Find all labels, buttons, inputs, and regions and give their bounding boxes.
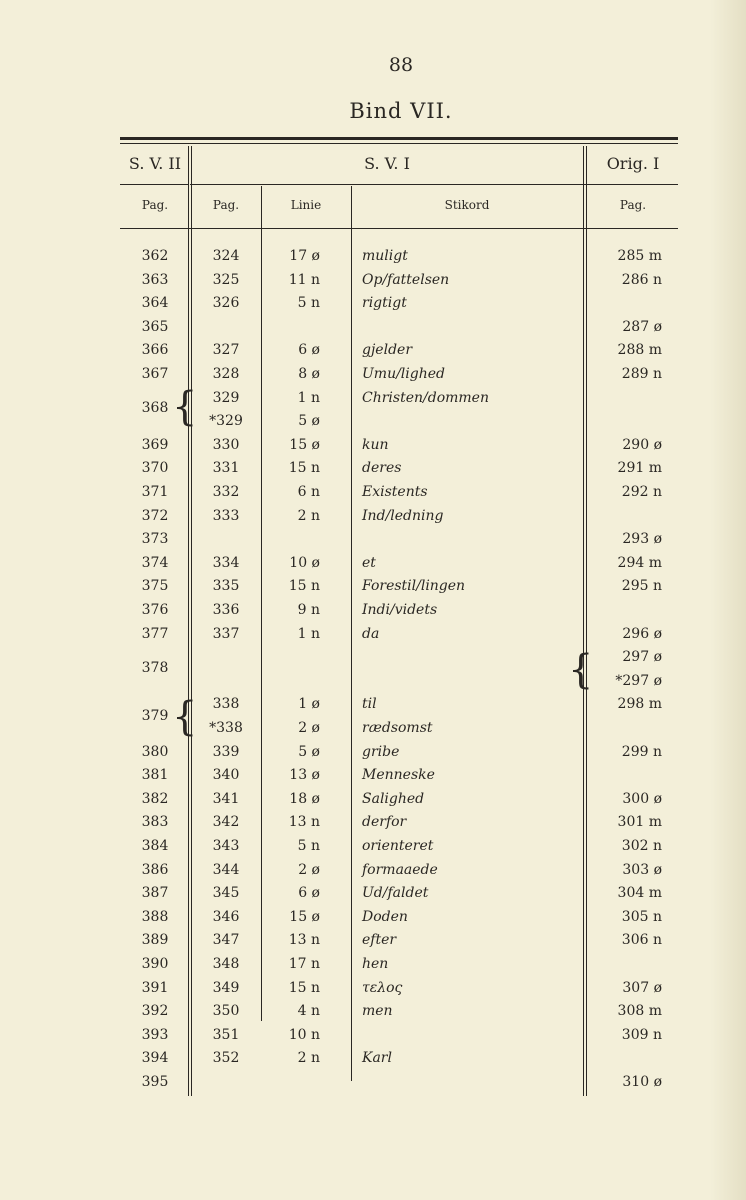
header-pag-i: Pag. <box>212 198 240 212</box>
header-linie: Linie <box>290 198 322 212</box>
table-row <box>0 458 746 478</box>
cell-sv1-pag: 325 <box>212 272 240 288</box>
cell-linie: 5 ø <box>298 413 320 429</box>
cell-sv2-pag: 391 <box>141 980 169 996</box>
page-number: 88 <box>388 54 414 76</box>
cell-stikord: et <box>362 555 376 571</box>
table-row <box>0 789 746 809</box>
cell-sv2-pag: 388 <box>141 909 169 925</box>
cell-sv1-pag: 338 <box>212 696 240 712</box>
table-row <box>0 506 746 526</box>
cell-stikord: muligt <box>362 248 408 264</box>
merged-row-378: 378 <box>141 660 169 676</box>
cell-sv2-pag: 375 <box>141 578 169 594</box>
cell-sv1-pag: 336 <box>212 602 240 618</box>
cell-stikord: efter <box>362 932 397 948</box>
header-orig: Orig. I <box>606 154 660 173</box>
cell-linie: 10 n <box>288 1027 320 1043</box>
cell-linie: 13 n <box>288 814 320 830</box>
table-row <box>0 293 746 313</box>
cell-sv2-pag: 383 <box>141 814 169 830</box>
cell-sv1-pag: 345 <box>212 885 240 901</box>
cell-orig-pag: 301 m <box>617 814 662 830</box>
brace-378: { <box>568 647 594 693</box>
cell-orig-pag: 300 ø <box>622 791 662 807</box>
cell-sv1-pag: 333 <box>212 508 240 524</box>
cell-orig-pag: 296 ø <box>622 626 662 642</box>
cell-sv1-pag: 341 <box>212 791 240 807</box>
cell-linie: 13 n <box>288 932 320 948</box>
table-row <box>0 246 746 266</box>
cell-linie: 2 ø <box>298 720 320 736</box>
cell-sv1-pag: 329 <box>212 390 240 406</box>
cell-sv2-pag: 365 <box>141 319 169 335</box>
cell-sv2-pag: 380 <box>141 744 169 760</box>
cell-orig-pag: 310 ø <box>622 1074 662 1090</box>
column-header-rule <box>120 228 678 229</box>
cell-stikord: til <box>362 696 377 712</box>
cell-sv2-pag: 362 <box>141 248 169 264</box>
cell-stikord: Ind/ledning <box>362 508 444 524</box>
cell-sv1-pag: 326 <box>212 295 240 311</box>
cell-sv1-pag: 340 <box>212 767 240 783</box>
cell-orig-pag: 294 m <box>617 555 662 571</box>
cell-linie: 2 n <box>297 1050 320 1066</box>
table-row <box>0 340 746 360</box>
table-row <box>0 411 746 431</box>
table-row <box>0 1072 746 1092</box>
cell-orig-pag: 305 n <box>621 909 662 925</box>
cell-orig-pag: 298 m <box>617 696 662 712</box>
cell-stikord: formaaede <box>362 862 438 878</box>
table-row <box>0 1025 746 1045</box>
cell-sv1-pag: 328 <box>212 366 240 382</box>
cell-sv1-pag: 331 <box>212 460 240 476</box>
cell-stikord: Forestil/lingen <box>362 578 466 594</box>
table-row <box>0 883 746 903</box>
cell-orig-pag: 285 m <box>617 248 662 264</box>
cell-sv1-pag: 350 <box>212 1003 240 1019</box>
cell-stikord: Ud/faldet <box>362 885 429 901</box>
cell-sv2-pag: 393 <box>141 1027 169 1043</box>
table-row <box>0 718 746 738</box>
table-row <box>0 1048 746 1068</box>
header-pag-orig: Pag. <box>619 198 647 212</box>
cell-linie: 18 ø <box>289 791 320 807</box>
cell-orig-pag: 293 ø <box>622 531 662 547</box>
table-row <box>0 317 746 337</box>
cell-sv2-pag: 386 <box>141 862 169 878</box>
cell-sv2-pag: 376 <box>141 602 169 618</box>
volume-title: Bind VII. <box>349 99 453 123</box>
cell-linie: 5 n <box>297 838 320 854</box>
cell-orig-pag: 308 m <box>617 1003 662 1019</box>
cell-orig-pag: 288 m <box>617 342 662 358</box>
cell-linie: 4 n <box>297 1003 320 1019</box>
cell-stikord: orienteret <box>362 838 434 854</box>
cell-stikord: hen <box>362 956 389 972</box>
brace-379: { <box>172 694 198 740</box>
table-row <box>0 930 746 950</box>
cell-stikord: Existents <box>362 484 428 500</box>
cell-sv2-pag: 373 <box>141 531 169 547</box>
cell-stikord: Op/fattelsen <box>362 272 450 288</box>
cell-sv1-pag: 335 <box>212 578 240 594</box>
cell-orig-pag: 286 n <box>621 272 662 288</box>
cell-sv1-pag: 327 <box>212 342 240 358</box>
cell-stikord: Doden <box>362 909 408 925</box>
cell-sv2-pag: 377 <box>141 626 169 642</box>
cell-sv2-pag: 394 <box>141 1050 169 1066</box>
cell-linie: 15 n <box>288 578 320 594</box>
cell-sv1-pag: 332 <box>212 484 240 500</box>
cell-stikord: Salighed <box>362 791 425 807</box>
cell-sv1-pag: 351 <box>212 1027 240 1043</box>
cell-orig-pag: *297 ø <box>615 673 662 689</box>
cell-stikord: kun <box>362 437 389 453</box>
cell-stikord: da <box>362 626 380 642</box>
header-sv1: S. V. I <box>364 154 410 173</box>
group-header-rule <box>190 184 678 185</box>
cell-linie: 15 n <box>288 980 320 996</box>
cell-stikord: rigtigt <box>362 295 407 311</box>
cell-sv2-pag: 382 <box>141 791 169 807</box>
cell-sv2-pag: 367 <box>141 366 169 382</box>
cell-sv1-pag: 342 <box>212 814 240 830</box>
cell-sv1-pag: 346 <box>212 909 240 925</box>
table-row <box>0 435 746 455</box>
cell-sv2-pag: 372 <box>141 508 169 524</box>
cell-stikord: Indi/videts <box>362 602 438 618</box>
cell-sv1-pag: 330 <box>212 437 240 453</box>
cell-stikord: Christen/dommen <box>362 390 489 406</box>
cell-sv1-pag: *338 <box>209 720 243 736</box>
table-row <box>0 364 746 384</box>
cell-sv2-pag: 392 <box>141 1003 169 1019</box>
merged-row-368: 368 <box>141 400 169 416</box>
cell-linie: 15 ø <box>289 437 320 453</box>
table-row <box>0 742 746 762</box>
cell-stikord: Menneske <box>362 767 435 783</box>
cell-sv1-pag: 344 <box>212 862 240 878</box>
cell-orig-pag: 291 m <box>617 460 662 476</box>
table-row <box>0 765 746 785</box>
cell-stikord: τελος <box>362 980 403 996</box>
cell-sv2-pag: 389 <box>141 932 169 948</box>
cell-sv1-pag: 334 <box>212 555 240 571</box>
cell-sv1-pag: 339 <box>212 744 240 760</box>
table-row <box>0 978 746 998</box>
cell-stikord: derfor <box>362 814 407 830</box>
cell-orig-pag: 306 n <box>621 932 662 948</box>
top-rule-thin <box>120 143 678 144</box>
header-sv2: S. V. II <box>128 154 182 173</box>
brace-368: { <box>172 384 198 430</box>
cell-linie: 15 n <box>288 460 320 476</box>
cell-sv2-pag: 366 <box>141 342 169 358</box>
cell-linie: 2 n <box>297 508 320 524</box>
cell-orig-pag: 287 ø <box>622 319 662 335</box>
header-stikord: Stikord <box>444 198 490 212</box>
table-row <box>0 907 746 927</box>
cell-linie: 6 ø <box>298 342 320 358</box>
cell-orig-pag: 297 ø <box>622 649 662 665</box>
table-row <box>0 836 746 856</box>
cell-orig-pag: 302 n <box>621 838 662 854</box>
table-row <box>0 553 746 573</box>
table-row <box>0 860 746 880</box>
table-row <box>0 388 746 408</box>
cell-sv2-pag: 381 <box>141 767 169 783</box>
cell-linie: 5 n <box>297 295 320 311</box>
cell-linie: 1 ø <box>298 696 320 712</box>
cell-linie: 13 ø <box>289 767 320 783</box>
cell-sv2-pag: 387 <box>141 885 169 901</box>
cell-sv2-pag: 374 <box>141 555 169 571</box>
cell-linie: 2 ø <box>298 862 320 878</box>
table-row <box>0 954 746 974</box>
cell-sv1-pag: 349 <box>212 980 240 996</box>
cell-linie: 6 ø <box>298 885 320 901</box>
cell-linie: 9 n <box>297 602 320 618</box>
cell-sv2-pag: 384 <box>141 838 169 854</box>
cell-linie: 1 n <box>297 626 320 642</box>
cell-linie: 1 n <box>297 390 320 406</box>
table-row <box>0 671 746 691</box>
table-row <box>0 647 746 667</box>
cell-linie: 17 ø <box>289 248 320 264</box>
table-row <box>0 482 746 502</box>
cell-sv2-pag: 364 <box>141 295 169 311</box>
table-row <box>0 812 746 832</box>
table-row <box>0 576 746 596</box>
header-pag-ii: Pag. <box>141 198 169 212</box>
cell-sv1-pag: 347 <box>212 932 240 948</box>
cell-sv1-pag: 337 <box>212 626 240 642</box>
cell-sv2-pag: 370 <box>141 460 169 476</box>
table-row <box>0 1001 746 1021</box>
table-row <box>0 624 746 644</box>
table-row <box>0 529 746 549</box>
cell-orig-pag: 292 n <box>621 484 662 500</box>
cell-orig-pag: 299 n <box>621 744 662 760</box>
cell-stikord: rædsomst <box>362 720 433 736</box>
table-row <box>0 270 746 290</box>
cell-linie: 17 n <box>288 956 320 972</box>
top-rule-thick <box>120 137 678 140</box>
cell-linie: 11 n <box>288 272 320 288</box>
cell-orig-pag: 309 n <box>621 1027 662 1043</box>
cell-stikord: gribe <box>362 744 400 760</box>
table-row <box>0 694 746 714</box>
cell-stikord: men <box>362 1003 393 1019</box>
cell-sv2-pag: 395 <box>141 1074 169 1090</box>
cell-linie: 5 ø <box>298 744 320 760</box>
cell-sv1-pag: 352 <box>212 1050 240 1066</box>
cell-stikord: Karl <box>362 1050 392 1066</box>
cell-stikord: Umu/lighed <box>362 366 445 382</box>
group-header-rule-left <box>120 184 188 185</box>
cell-linie: 10 ø <box>289 555 320 571</box>
cell-linie: 8 ø <box>298 366 320 382</box>
cell-sv2-pag: 363 <box>141 272 169 288</box>
cell-orig-pag: 289 n <box>621 366 662 382</box>
merged-row-379: 379 <box>141 708 169 724</box>
cell-sv1-pag: 343 <box>212 838 240 854</box>
cell-orig-pag: 295 n <box>621 578 662 594</box>
cell-stikord: gjelder <box>362 342 413 358</box>
cell-stikord: deres <box>362 460 402 476</box>
cell-orig-pag: 304 m <box>617 885 662 901</box>
cell-linie: 6 n <box>297 484 320 500</box>
cell-sv1-pag: 348 <box>212 956 240 972</box>
cell-orig-pag: 303 ø <box>622 862 662 878</box>
cell-sv2-pag: 369 <box>141 437 169 453</box>
cell-orig-pag: 290 ø <box>622 437 662 453</box>
cell-sv1-pag: 324 <box>212 248 240 264</box>
cell-sv2-pag: 371 <box>141 484 169 500</box>
cell-sv1-pag: *329 <box>209 413 243 429</box>
cell-orig-pag: 307 ø <box>622 980 662 996</box>
cell-sv2-pag: 390 <box>141 956 169 972</box>
table-row <box>0 600 746 620</box>
cell-linie: 15 ø <box>289 909 320 925</box>
